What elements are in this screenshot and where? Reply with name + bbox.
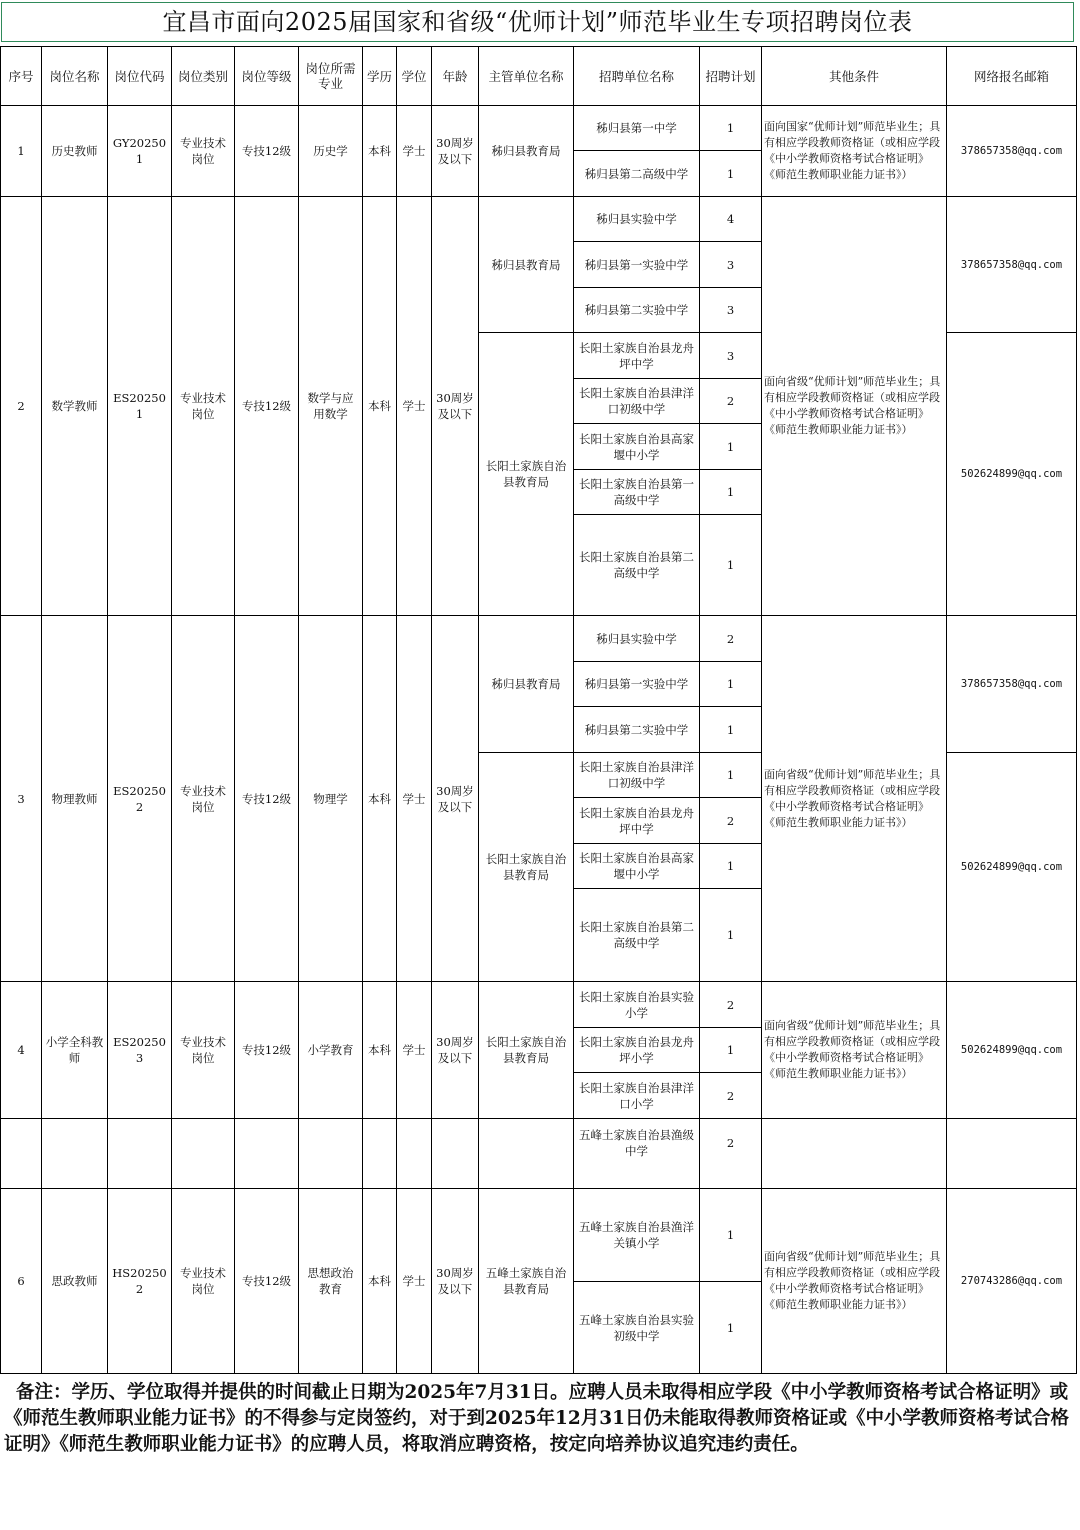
cell-authority: 秭归县教育局 — [479, 106, 574, 197]
cell-unit: 长阳土家族自治县津洋口初级中学 — [574, 379, 700, 424]
cell-major: 小学教育 — [299, 982, 363, 1119]
cell-seq — [1, 1119, 42, 1189]
cell-plan: 1 — [700, 515, 762, 616]
cell-plan: 1 — [700, 470, 762, 515]
cell-plan: 1 — [700, 889, 762, 982]
cell-authority: 长阳土家族自治县教育局 — [479, 982, 574, 1119]
cell-post-code: GY202501 — [108, 106, 172, 197]
cell-email: 378657358@qq.com — [947, 616, 1077, 753]
cell-unit: 秭归县实验中学 — [574, 616, 700, 662]
header-row — [1, 47, 1077, 106]
cell-post-level: 专技12级 — [235, 616, 299, 982]
cell-education: 本科 — [363, 1189, 397, 1374]
cell-age: 30周岁及以下 — [432, 1189, 479, 1374]
cell-authority: 长阳土家族自治县教育局 — [479, 753, 574, 982]
cell-age: 30周岁及以下 — [432, 982, 479, 1119]
cell-major: 历史学 — [299, 106, 363, 197]
cell-post-code: ES202503 — [108, 982, 172, 1119]
cell-post-type: 专业技术岗位 — [172, 197, 235, 616]
cell-conditions: 面向国家“优师计划”师范毕业生；具有相应学段教师资格证（或相应学段《中小学教师资格考试合格证明》《师范生教师职业能力证书》） — [762, 106, 947, 197]
header-post-level: 岗位等级 — [235, 47, 299, 106]
cell-post-code: ES202502 — [108, 616, 172, 982]
cell-age: 30周岁及以下 — [432, 616, 479, 982]
cell-unit: 秭归县第二实验中学 — [574, 288, 700, 333]
header-post-code: 岗位代码 — [108, 47, 172, 106]
cell-email: 378657358@qq.com — [947, 106, 1077, 197]
footnote: 备注：学历、学位取得并提供的时间截止日期为2025年7月31日。应聘人员未取得相应学段《中小学教师资格考试合格证明》或《师范生教师职业能力证书》的不得参与定岗签约，对于到2025年12月31日仍未能取得教师资格证或《中小学教师资格考试合格证明》《师范生教师职业能力证书》的应聘人员，将取消应聘资格，按定向培养协议追究违约责任。 — [4, 1382, 1069, 1455]
header-unit: 招聘单位名称 — [574, 47, 700, 106]
header-email: 网络报名邮箱 — [947, 47, 1077, 106]
header-post-name: 岗位名称 — [42, 47, 108, 106]
cell-age — [432, 1119, 479, 1189]
cell-seq: 1 — [1, 106, 42, 197]
cell-unit: 秭归县第一中学 — [574, 106, 700, 151]
cell-post-name: 小学全科教师 — [42, 982, 108, 1119]
header-age: 年龄 — [432, 47, 479, 106]
cell-seq: 6 — [1, 1189, 42, 1374]
cell-email: 270743286@qq.com — [947, 1189, 1077, 1374]
cell-email: 378657358@qq.com — [947, 197, 1077, 333]
cell-post-name: 历史教师 — [42, 106, 108, 197]
header-major: 岗位所需专业 — [299, 47, 363, 106]
cell-degree — [397, 1119, 432, 1189]
table-row — [1, 106, 1077, 151]
cell-email: 502624899@qq.com — [947, 333, 1077, 616]
cell-plan: 1 — [700, 844, 762, 889]
cell-age: 30周岁及以下 — [432, 197, 479, 616]
cell-plan: 3 — [700, 288, 762, 333]
cell-unit: 五峰土家族自治县渔级中学 — [574, 1119, 700, 1189]
cell-conditions: 面向省级“优师计划”师范毕业生；具有相应学段教师资格证（或相应学段《中小学教师资格考试合格证明》《师范生教师职业能力证书》） — [762, 982, 947, 1119]
cell-email: 502624899@qq.com — [947, 753, 1077, 982]
cell-age: 30周岁及以下 — [432, 106, 479, 197]
cell-post-type: 专业技术岗位 — [172, 616, 235, 982]
cell-unit: 秭归县第一实验中学 — [574, 242, 700, 288]
cell-degree: 学士 — [397, 106, 432, 197]
cell-major: 思想政治教育 — [299, 1189, 363, 1374]
cell-unit: 长阳土家族自治县第一高级中学 — [574, 470, 700, 515]
cell-plan: 2 — [700, 1073, 762, 1119]
header-education: 学历 — [363, 47, 397, 106]
cell-degree: 学士 — [397, 982, 432, 1119]
cell-post-level: 专技12级 — [235, 982, 299, 1119]
cell-authority: 长阳土家族自治县教育局 — [479, 333, 574, 616]
cell-seq: 2 — [1, 197, 42, 616]
cell-authority — [479, 1119, 574, 1189]
cell-post-code — [108, 1119, 172, 1189]
cell-major: 数学与应用数学 — [299, 197, 363, 616]
cell-plan: 2 — [700, 798, 762, 844]
cell-education — [363, 1119, 397, 1189]
cell-unit: 长阳土家族自治县高家堰中小学 — [574, 844, 700, 889]
cell-unit: 五峰土家族自治县实验初级中学 — [574, 1282, 700, 1374]
cell-post-type: 专业技术岗位 — [172, 982, 235, 1119]
cell-email — [947, 1119, 1077, 1189]
recruitment-table — [0, 46, 1077, 1374]
cell-plan: 2 — [700, 982, 762, 1028]
cell-plan: 1 — [700, 662, 762, 707]
cell-seq: 4 — [1, 982, 42, 1119]
cell-education: 本科 — [363, 106, 397, 197]
cell-unit: 长阳土家族自治县龙舟坪小学 — [574, 1028, 700, 1073]
cell-degree: 学士 — [397, 616, 432, 982]
cell-unit: 长阳土家族自治县第二高级中学 — [574, 515, 700, 616]
cell-post-level: 专技12级 — [235, 1189, 299, 1374]
table-row — [1, 1119, 1077, 1189]
cell-post-code: ES202501 — [108, 197, 172, 616]
cell-conditions: 面向省级“优师计划”师范毕业生；具有相应学段教师资格证（或相应学段《中小学教师资格考试合格证明》《师范生教师职业能力证书》） — [762, 197, 947, 616]
cell-seq: 3 — [1, 616, 42, 982]
cell-plan: 2 — [700, 379, 762, 424]
cell-post-name: 数学教师 — [42, 197, 108, 616]
cell-plan: 4 — [700, 197, 762, 242]
cell-conditions: 面向省级“优师计划”师范毕业生；具有相应学段教师资格证（或相应学段《中小学教师资格考试合格证明》《师范生教师职业能力证书》） — [762, 616, 947, 982]
cell-unit: 秭归县第二高级中学 — [574, 151, 700, 197]
cell-plan: 2 — [700, 1119, 762, 1189]
cell-major: 物理学 — [299, 616, 363, 982]
cell-education: 本科 — [363, 197, 397, 616]
header-seq: 序号 — [1, 47, 42, 106]
cell-unit: 长阳土家族自治县津洋口小学 — [574, 1073, 700, 1119]
cell-degree: 学士 — [397, 197, 432, 616]
cell-plan: 1 — [700, 753, 762, 798]
cell-plan: 1 — [700, 707, 762, 753]
cell-email: 502624899@qq.com — [947, 982, 1077, 1119]
cell-unit: 五峰土家族自治县渔洋关镇小学 — [574, 1189, 700, 1282]
cell-post-type — [172, 1119, 235, 1189]
cell-unit: 秭归县实验中学 — [574, 197, 700, 242]
header-post-type: 岗位类别 — [172, 47, 235, 106]
header-plan: 招聘计划 — [700, 47, 762, 106]
cell-plan: 2 — [700, 616, 762, 662]
cell-authority: 秭归县教育局 — [479, 616, 574, 753]
cell-post-level: 专技12级 — [235, 197, 299, 616]
cell-conditions: 面向省级“优师计划”师范毕业生；具有相应学段教师资格证（或相应学段《中小学教师资格考试合格证明》《师范生教师职业能力证书》） — [762, 1189, 947, 1374]
cell-plan: 3 — [700, 242, 762, 288]
cell-plan: 1 — [700, 1028, 762, 1073]
cell-plan: 1 — [700, 424, 762, 470]
cell-major — [299, 1119, 363, 1189]
cell-education: 本科 — [363, 982, 397, 1119]
cell-plan: 1 — [700, 106, 762, 151]
cell-unit: 秭归县第二实验中学 — [574, 707, 700, 753]
cell-unit: 长阳土家族自治县第二高级中学 — [574, 889, 700, 982]
cell-plan: 1 — [700, 151, 762, 197]
table-row — [1, 616, 1077, 662]
header-conditions: 其他条件 — [762, 47, 947, 106]
cell-post-level — [235, 1119, 299, 1189]
cell-unit: 长阳土家族自治县实验小学 — [574, 982, 700, 1028]
cell-education: 本科 — [363, 616, 397, 982]
cell-unit: 长阳土家族自治县龙舟坪中学 — [574, 798, 700, 844]
cell-plan: 3 — [700, 333, 762, 379]
cell-degree: 学士 — [397, 1189, 432, 1374]
header-authority: 主管单位名称 — [479, 47, 574, 106]
cell-post-code: HS202502 — [108, 1189, 172, 1374]
cell-unit: 长阳土家族自治县津洋口初级中学 — [574, 753, 700, 798]
table-row — [1, 982, 1077, 1028]
cell-authority: 秭归县教育局 — [479, 197, 574, 333]
cell-post-level: 专技12级 — [235, 106, 299, 197]
cell-conditions — [762, 1119, 947, 1189]
cell-post-type: 专业技术岗位 — [172, 1189, 235, 1374]
cell-authority: 五峰土家族自治县教育局 — [479, 1189, 574, 1374]
cell-post-name: 物理教师 — [42, 616, 108, 982]
cell-post-name: 思政教师 — [42, 1189, 108, 1374]
cell-unit: 长阳土家族自治县龙舟坪中学 — [574, 333, 700, 379]
table-row — [1, 197, 1077, 242]
cell-plan: 1 — [700, 1282, 762, 1374]
table-row — [1, 1189, 1077, 1282]
cell-unit: 秭归县第一实验中学 — [574, 662, 700, 707]
cell-plan: 1 — [700, 1189, 762, 1282]
cell-post-type: 专业技术岗位 — [172, 106, 235, 197]
cell-unit: 长阳土家族自治县高家堰中小学 — [574, 424, 700, 470]
page-title: 宜昌市面向2025届国家和省级“优师计划”师范毕业生专项招聘岗位表 — [1, 2, 1074, 42]
cell-post-name — [42, 1119, 108, 1189]
header-degree: 学位 — [397, 47, 432, 106]
